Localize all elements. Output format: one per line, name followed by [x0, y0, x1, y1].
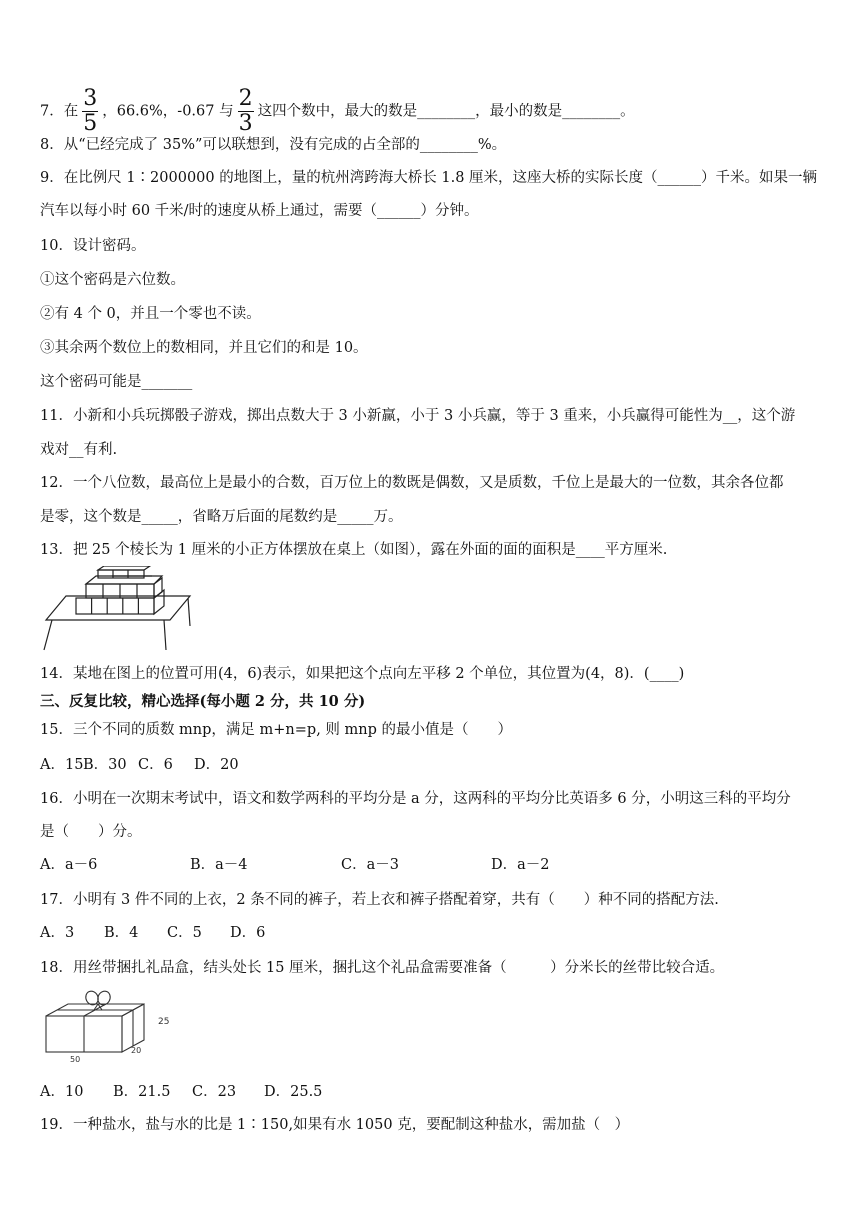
q18-option-a: A．10 [40, 1084, 84, 1100]
q17-option-d: D．6 [230, 925, 266, 941]
question-10-title: 10．设计密码。 [40, 238, 146, 254]
question-12-line2: 是零，这个数是_____，省略万后面的尾数约是_____万。 [40, 509, 403, 525]
q18-option-b: B．21.5 [113, 1084, 171, 1100]
question-9-line2: 汽车以每小时 60 千米/时的速度从桥上通过，需要（______）分钟。 [40, 203, 479, 219]
q15-options [40, 755, 824, 775]
box-height-label: 25 [158, 1017, 170, 1027]
q17-option-a: A．3 [40, 925, 75, 941]
q18-options [40, 1082, 824, 1102]
q15-option-b: B．30 [83, 757, 127, 773]
question-19: 19．一种盐水，盐与水的比是 1∶150,如果有水 1050 克，要配制这种盐水，需加盐（ ） [40, 1117, 630, 1133]
question-12-line1: 12．一个八位数，最高位上是最小的合数，百万位上的数既是偶数，又是质数，千位上是最大的一位数，其余各位都 [40, 475, 784, 491]
q7-middle: ，66.6%，-0.67 与 [102, 103, 234, 120]
q10-condition-2: ②有 4 个 0，并且一个零也不读。 [40, 306, 261, 322]
q15-option-c: C．6 [138, 757, 173, 773]
box-width-label: 20 [131, 1046, 142, 1055]
question-18: 18．用丝带捆扎礼品盒，结头处长 15 厘米，捆扎这个礼品盒需要准备（ ）分米长的丝带比较合适。 [40, 960, 725, 976]
q17-option-c: C．5 [167, 925, 202, 941]
box-length-label: 50 [70, 1055, 81, 1064]
gift-box-figure [40, 990, 190, 1064]
q17-options [40, 923, 824, 943]
question-16-line2: 是（ ）分。 [40, 824, 142, 840]
q15-option-a: A．15 [40, 757, 84, 773]
q15-option-d: D．20 [194, 757, 239, 773]
q17-option-b: B．4 [104, 925, 139, 941]
q18-option-d: D．25.5 [264, 1084, 323, 1100]
q7-prefix: 7．在 [40, 103, 79, 120]
q16-option-d: D．a－2 [491, 857, 550, 873]
section-3-heading: 三、反复比较，精心选择(每小题 2 分，共 10 分) [40, 693, 366, 710]
q10-condition-1: ①这个密码是六位数。 [40, 272, 185, 288]
q16-option-a: A．a－6 [40, 857, 98, 873]
question-11-line1: 11．小新和小兵玩掷骰子游戏，掷出点数大于 3 小新赢，小于 3 小兵赢，等于 3 重来，小兵赢得可能性为__，这个游 [40, 408, 796, 424]
fraction-3-5: $\frac{3}{5}$ [83, 86, 98, 136]
question-13: 13．把 25 个棱长为 1 厘米的小正方体摆放在桌上（如图），露在外面的面的面积是____平方厘米. [40, 542, 668, 558]
question-15: 15．三个不同的质数 mnp，满足 m+n=p, 则 mnp 的最小值是（ ） [40, 722, 513, 738]
q18-option-c: C．23 [192, 1084, 237, 1100]
question-14: 14．某地在图上的位置可用(4，6)表示，如果把这个点向左平移 2 个单位，其位置为(4，8)．(____) [40, 666, 685, 682]
question-9-line1: 9．在比例尺 1∶2000000 的地图上，量的杭州湾跨海大桥长 1.8 厘米，这座大桥的实际长度（______）千米。如果一辆 [40, 170, 818, 186]
cubes-on-table-figure [40, 566, 200, 652]
question-7 [40, 86, 824, 136]
question-8: 8．从“已经完成了 35%”可以联想到，没有完成的占全部的________%。 [40, 137, 507, 153]
q16-option-b: B．a－4 [190, 857, 248, 873]
q7-suffix: 这四个数中，最大的数是________，最小的数是________。 [257, 103, 635, 120]
q16-option-c: C．a－3 [341, 857, 399, 873]
fraction-2-3: $\frac{2}{3}$ [238, 86, 253, 136]
question-11-line2: 戏对__有利. [40, 442, 118, 458]
q10-ask: 这个密码可能是_______ [40, 374, 193, 390]
q16-options [40, 855, 824, 875]
question-17: 17．小明有 3 件不同的上衣，2 条不同的裤子，若上衣和裤子搭配着穿，共有（ ）种不同的搭配方法. [40, 892, 719, 908]
question-16-line1: 16．小明在一次期末考试中，语文和数学两科的平均分是 a 分，这两科的平均分比英语多 6 分，小明这三科的平均分 [40, 791, 791, 807]
q10-condition-3: ③其余两个数位上的数相同，并且它们的和是 10。 [40, 340, 368, 356]
